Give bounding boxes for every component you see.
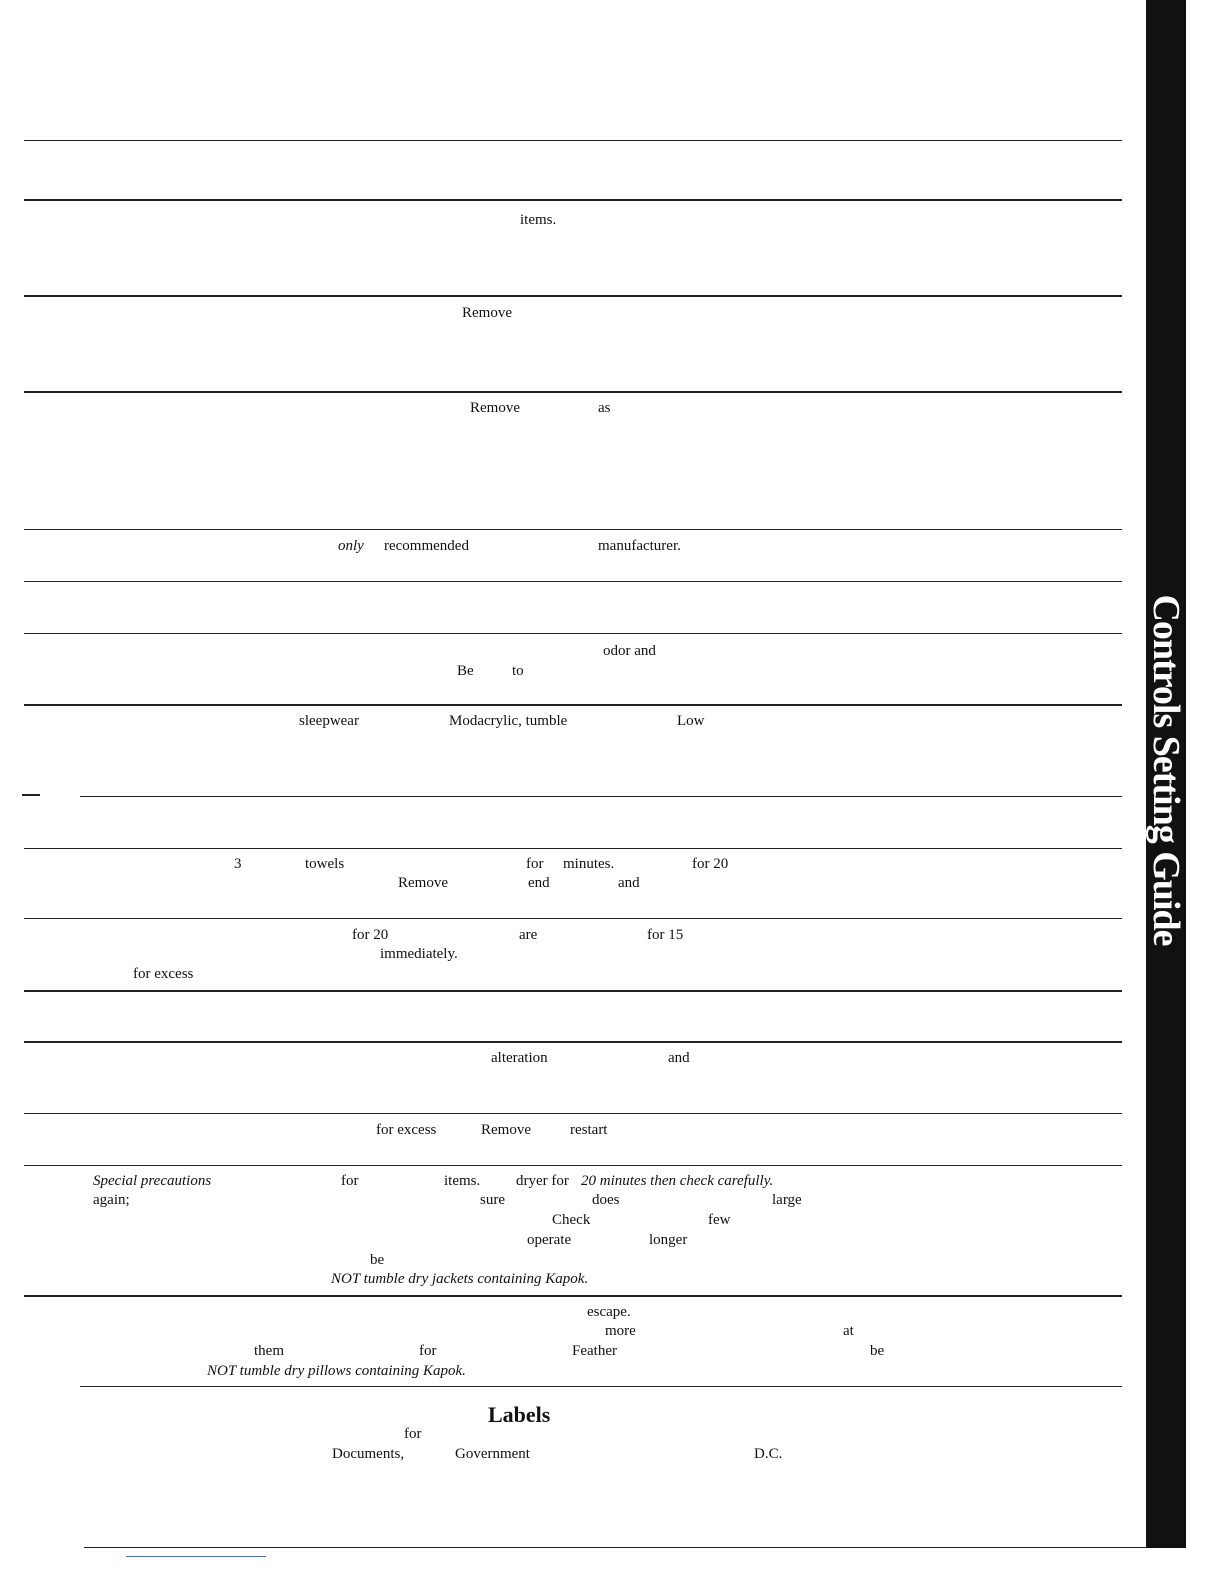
row-text: restart: [570, 1122, 608, 1138]
row-text: escape.: [587, 1304, 631, 1320]
divider: [24, 391, 1122, 393]
row-text: manufacturer.: [598, 538, 681, 554]
divider: [24, 529, 1122, 530]
row-text: for 20: [692, 856, 729, 872]
row-text: recommended: [384, 538, 469, 554]
row-text: longer: [649, 1232, 688, 1248]
row-text: alteration: [491, 1050, 548, 1066]
row-text: for: [526, 856, 544, 872]
row-text: operate: [527, 1232, 572, 1248]
row-text: end: [528, 875, 550, 891]
footer-underline: [126, 1556, 266, 1557]
row-text: for 20: [352, 927, 389, 943]
row-text: more: [605, 1323, 636, 1339]
row-text: Remove: [462, 305, 512, 321]
row-text: Special precautions: [93, 1173, 212, 1189]
divider: [84, 1547, 1146, 1548]
row-text: sure: [480, 1192, 505, 1208]
section-text: D.C.: [754, 1446, 783, 1462]
row-text: only: [338, 538, 364, 554]
row-text: NOT tumble dry jackets containing Kapok.: [331, 1271, 589, 1287]
row-text: for excess: [133, 966, 194, 982]
row-text: minutes.: [563, 856, 615, 872]
divider: [24, 704, 1122, 706]
divider: [24, 918, 1122, 919]
row-text: Remove: [481, 1122, 531, 1138]
section-text: Documents,: [332, 1446, 405, 1462]
divider: [24, 295, 1122, 297]
row-text: at: [843, 1323, 854, 1339]
divider: [24, 140, 1122, 141]
divider: [24, 581, 1122, 582]
row-text: items.: [444, 1173, 481, 1189]
divider: [24, 633, 1122, 634]
row-text: Feather: [572, 1343, 617, 1359]
row-text: are: [519, 927, 538, 943]
row-text: 3: [234, 856, 242, 872]
row-text: and: [618, 875, 640, 891]
row-text: them: [254, 1343, 284, 1359]
divider: [24, 1113, 1122, 1114]
row-text: Low: [677, 713, 705, 729]
row-text: Check: [552, 1212, 591, 1228]
row-text: as: [598, 400, 611, 416]
row-text: for: [419, 1343, 437, 1359]
row-text: again;: [93, 1192, 130, 1208]
divider: [80, 1386, 1122, 1387]
section-text: for: [404, 1426, 422, 1442]
row-text: 20 minutes then check carefully.: [581, 1173, 774, 1189]
divider: [24, 990, 1122, 992]
row-text: to: [512, 663, 524, 679]
row-text: Modacrylic, tumble: [449, 713, 568, 729]
row-text: NOT tumble dry pillows containing Kapok.: [207, 1363, 466, 1379]
row-text: Be: [457, 663, 474, 679]
row-text: and: [668, 1050, 690, 1066]
divider: [24, 199, 1122, 201]
divider: [24, 1295, 1122, 1297]
row-text: few: [708, 1212, 731, 1228]
row-text: immediately.: [380, 946, 458, 962]
margin-mark: [22, 794, 40, 796]
row-text: for: [341, 1173, 359, 1189]
row-text: for excess: [376, 1122, 437, 1138]
section-text: Government: [455, 1446, 530, 1462]
side-tab-title: Controls Setting Guide: [1145, 594, 1187, 946]
row-text: items.: [520, 212, 557, 228]
row-text: large: [772, 1192, 802, 1208]
row-text: sleepwear: [299, 713, 359, 729]
section-heading: Labels: [488, 1402, 551, 1427]
row-text: dryer for: [516, 1173, 569, 1189]
row-text: for 15: [647, 927, 684, 943]
divider: [80, 796, 1122, 797]
row-text: odor and: [603, 643, 656, 659]
divider: [24, 1041, 1122, 1043]
row-text: Remove: [398, 875, 448, 891]
row-text: Remove: [470, 400, 520, 416]
divider: [24, 1165, 1122, 1166]
divider: [24, 848, 1122, 849]
row-text: does: [592, 1192, 620, 1208]
row-text: towels: [305, 856, 345, 872]
row-text: be: [870, 1343, 885, 1359]
row-text: be: [370, 1252, 385, 1268]
